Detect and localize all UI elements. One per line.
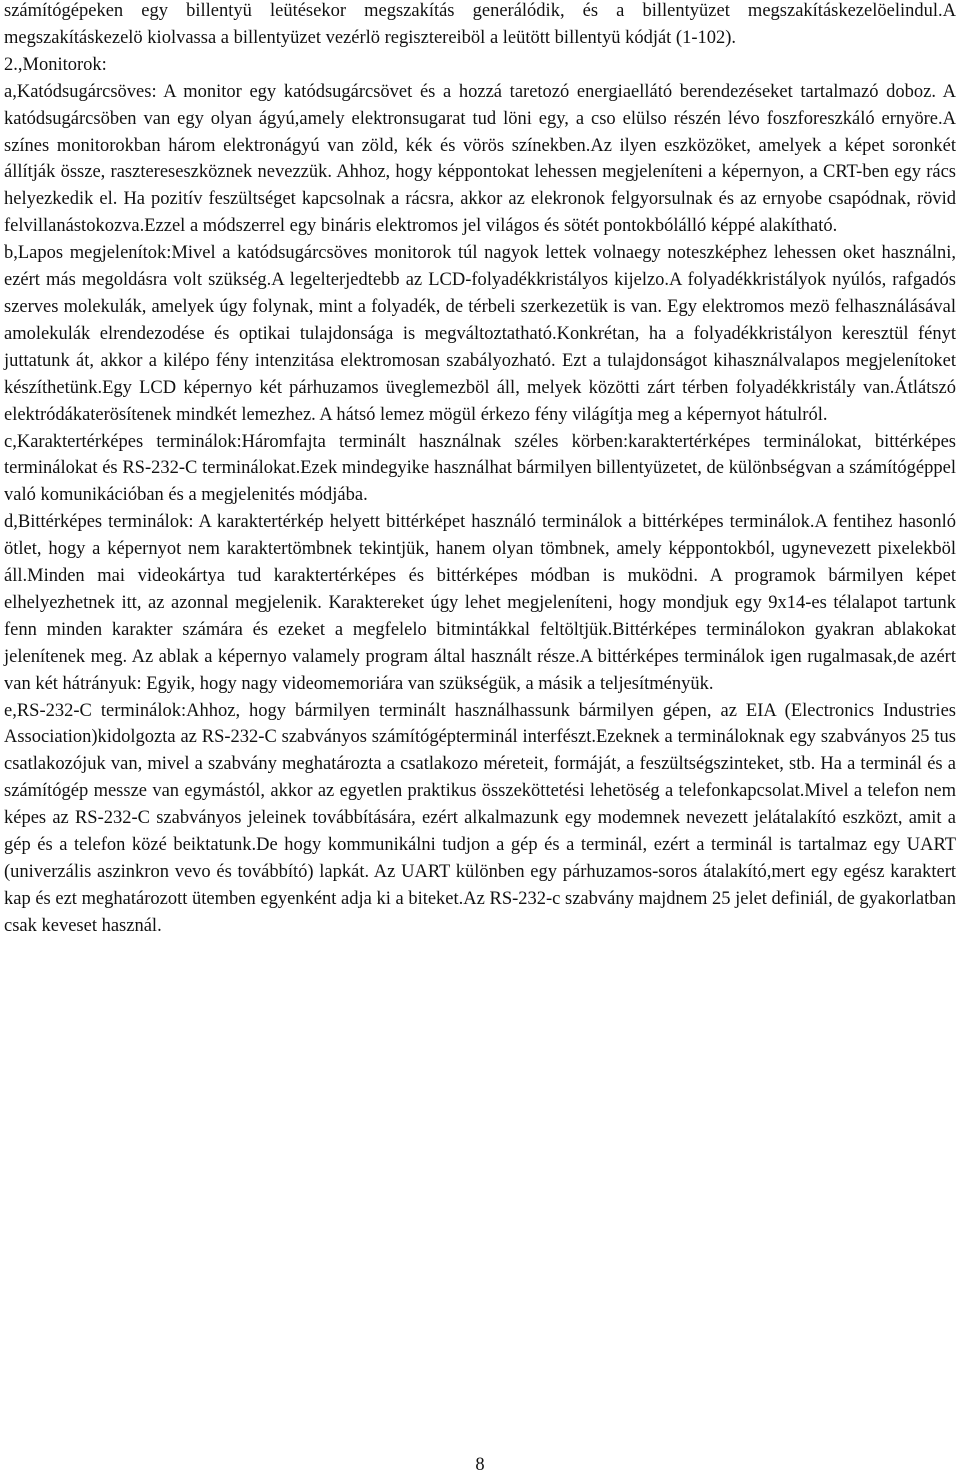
paragraph-rs232-terminals: e,RS-232-C terminálok:Ahhoz, hogy bármilyen terminált használhassunk bármilyen gépen, az EIA (Electronics Industries Association)kidolgozta az RS-232-C szabványos számítógépterminál interfészt.Ezeknek a termináloknak egy szabványos 25 tus csatlakozójuk van, mivel a szabvány meghatározta a csatlakozo méreteit, formáját, a feszültségszinteket, stb. Ha a terminál és a számítógép messze van egymástól, akkor az egyetlen praktikus összeköttetési lehetöség a telefonkapcsolat.Mivel a telefon nem képes az RS-232-C szabványos jeleinek továbbítására, ezért alkalmazunk egy modemnek nevezett jelátalakító eszközt, amit a gép és a telefon közé beiktatunk.De hogy kommunikálni tudjon a gép és a terminál, ezért a terminál is tartalmaz egy UART (univerzális aszinkron vevo és továbbító) lapkát. Az UART különben egy párhuzamos-soros átalakító,mert egy egész karaktert kap és ezt meghatározott ütemben egyenként adja ki a biteket.Az RS-232-c szabvány majdnem 25 jelet definiál, de gyakorlatban csak keveset használ. bbox=[4, 700, 956, 936]
body-text bbox=[4, 0, 956, 940]
paragraph-crt: a,Katódsugárcsöves: A monitor egy katódsugárcsövet és a hozzá taretozó energiaellátó berendezéseket tartalmazó doboz. A katódsugárcsöben van egy olyan ágyú,amely elektronsugarat tud löni egy, a cso elülso részén lévo foszforeszkáló ernyöre.A színes monitorokban három elektronágyú van zöld, kék és vörös színekben.Az ilyen eszközöket, amelyek a képet soronkét állítják össze, rasztereseszköznek nevezzük. Ahhoz, hogy képpontokat lehessen megjeleníteni a képernyon, a CRT-ben egy rács helyezkedik el. Ha pozitív feszültséget kapcsolnak a rácsra, akkor az elekronok felgyorsulnak és az ernyobe csapódnak, rövid felvillanástokozva.Ezzel a módszerrel egy bináris elektromos jel világos és sötét pontokbólálló képpé alakítható. bbox=[4, 81, 956, 237]
page-number: 8 bbox=[475, 1455, 485, 1475]
paragraph-flat-display: b,Lapos megjelenítok:Mivel a katódsugárcsöves monitorok túl nagyok lettek volnaegy noteszképhez lehessen oket használni, ezért más megoldásra volt szükség.A legelterjedtebb az LCD-folyadékkristályos kijelzo.A folyadékkristályok nyúlós, rafgadós szerves molekulák, amelyek úgy folynak, mint a folyadék, de térbeli szerkezetük is van. Egy elektromos mezö felhasználásával amolekulák elrendezodése és optikai tulajdonsága is megváltoztatható.Konkrétan, ha a folyadékkristályon keresztül fényt juttatunk át, akkor a kilépo fény intenzitása elektromosan szabályozható. Ezt a tulajdonságot kihasználvalapos megjelenítoket készíthetünk.Egy LCD képernyo két párhuzamos üveglemezböl áll, melyek közötti zárt térben folyadékkristály van.Átlátszó elektródákaterösítenek mindkét lemezhez. A hátsó lemez mögül érkezo fény világítja meg a képernyot hátulról. bbox=[4, 243, 956, 425]
heading-monitors: 2.,Monitorok: bbox=[4, 54, 107, 75]
paragraph-character-terminals: c,Karaktertérképes terminálok:Háromfajta terminált használnak széles körben:karaktertérképes terminálokat, bittérképes terminálokat és RS-232-C terminálokat.Ezek mindegyike használhat bármilyen billentyüzetet, de különbségvan a számítógéppel való komunikációban és a megjelenités módjába. bbox=[4, 431, 956, 506]
paragraph-bitmap-terminals: d,Bittérképes terminálok: A karaktertérkép helyett bittérképet használó terminálok a bittérképes terminálok.A fentihez hasonló ötlet, hogy a képernyot nem karaktertömbnek tekintjük, hanem olyan tömbnek, amely képpontokból, ugynevezett pixelekböl áll.Minden mai videokártya tud karaktertérképes és bittérképes módban is muködni. A programok bármilyen képet elhelyezhetnek itt, az azonnal megjelenik. Karaktereket úgy lehet megjeleníteni, hogy mondjuk egy 9x14-es télalapot tartunk fenn minden karakter számára és ezeket a megfelelo bitmintákkal feltöltjük.Bittérképes terminálokon gyakran ablakokat jelenítenek meg. Az ablak a képernyo valamely program által használt része.A bittérképes terminálok igen rugalmasak,de azért van két hátrányuk: Egyik, hogy nagy videomemoriára van szükségük, a másik a teljesítményük. bbox=[4, 512, 956, 694]
paragraph-keyboard-interrupt: számítógépeken egy billentyü leütésekor megszakítás generálódik, és a billentyüzet megszakításkezelöelindul.A megszakításkezelö kiolvassa a billentyüzet vezérlö regisztereiböl a leütött billentyü kódját (1-102). bbox=[4, 1, 956, 48]
